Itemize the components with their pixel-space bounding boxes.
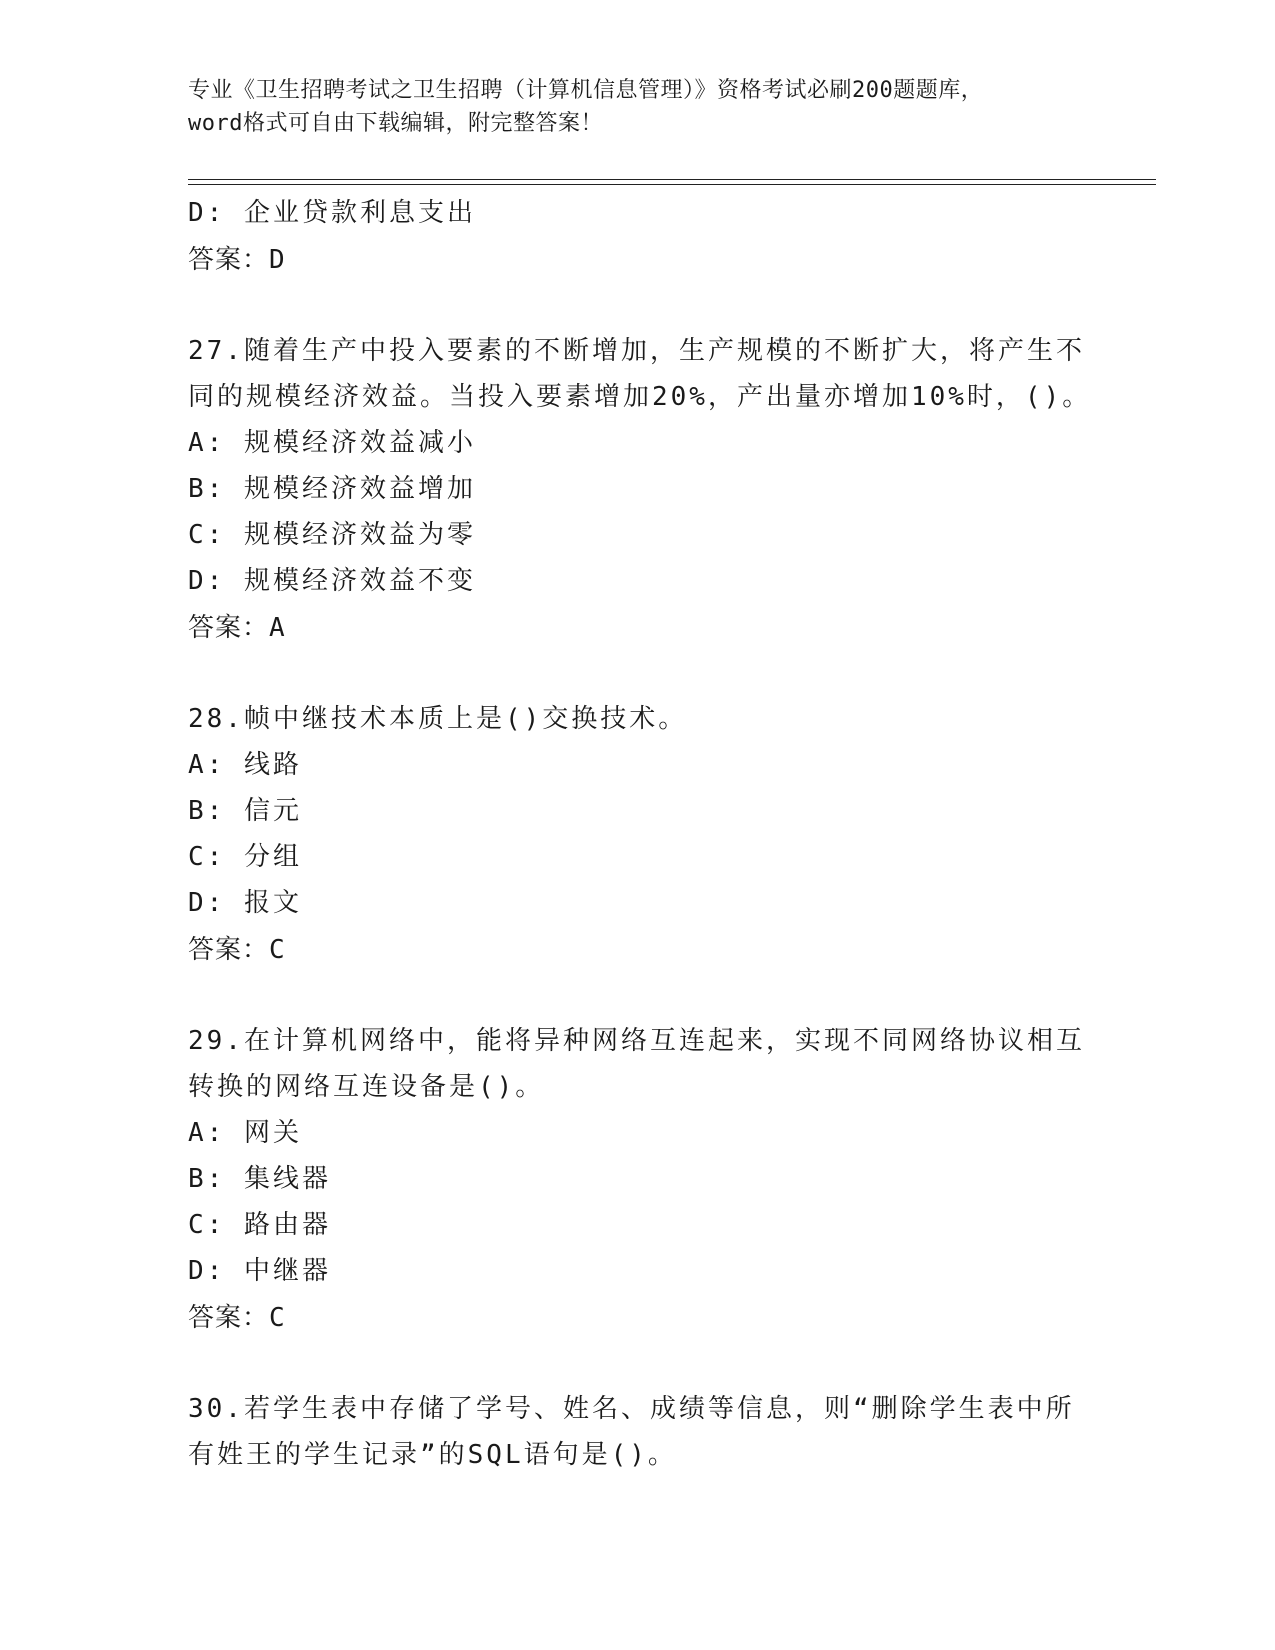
option-b: B: 集线器	[188, 1164, 331, 1194]
option-d: D: 规模经济效益不变	[188, 566, 476, 596]
document-header	[188, 74, 1088, 140]
answer-line: 答案：C	[188, 1303, 286, 1333]
question-28	[188, 696, 1088, 974]
answer-line: 答案：C	[188, 935, 286, 965]
answer-line: 答案：D	[188, 245, 286, 275]
question-stem: 29.在计算机网络中，能将异种网络互连起来，实现不同网络协议相互	[188, 1026, 1085, 1056]
header-line-2: word格式可自由下载编辑，附完整答案！	[188, 111, 603, 136]
answer-line: 答案：A	[188, 613, 286, 643]
header-line-1: 专业《卫生招聘考试之卫生招聘（计算机信息管理）》资格考试必刷200题题库，	[188, 78, 984, 103]
option-b: B: 信元	[188, 796, 302, 826]
question-stem: 转换的网络互连设备是()。	[188, 1072, 545, 1102]
option-c: C: 规模经济效益为零	[188, 520, 476, 550]
option-d: D: 中继器	[188, 1256, 331, 1286]
question-stem: 同的规模经济效益。当投入要素增加20%，产出量亦增加10%时，()。	[188, 382, 1092, 412]
question-stem: 有姓王的学生记录”的SQL语句是()。	[188, 1440, 677, 1470]
option-a: A: 线路	[188, 750, 302, 780]
question-29	[188, 1018, 1088, 1342]
question-30	[188, 1386, 1088, 1478]
option-d: D: 企业贷款利息支出	[188, 198, 476, 228]
option-b: B: 规模经济效益增加	[188, 474, 476, 504]
option-a: A: 网关	[188, 1118, 302, 1148]
question-stem: 28.帧中继技术本质上是()交换技术。	[188, 704, 688, 734]
option-d: D: 报文	[188, 888, 302, 918]
question-stem: 30.若学生表中存储了学号、姓名、成绩等信息，则“删除学生表中所	[188, 1394, 1075, 1424]
header-divider-bottom	[188, 184, 1156, 185]
question-list	[188, 190, 1092, 1478]
question-27	[188, 328, 1092, 652]
option-a: A: 规模经济效益减小	[188, 428, 476, 458]
question-stem: 27.随着生产中投入要素的不断增加，生产规模的不断扩大，将产生不	[188, 336, 1085, 366]
option-c: C: 分组	[188, 842, 302, 872]
header-divider-top	[188, 179, 1156, 180]
option-c: C: 路由器	[188, 1210, 331, 1240]
